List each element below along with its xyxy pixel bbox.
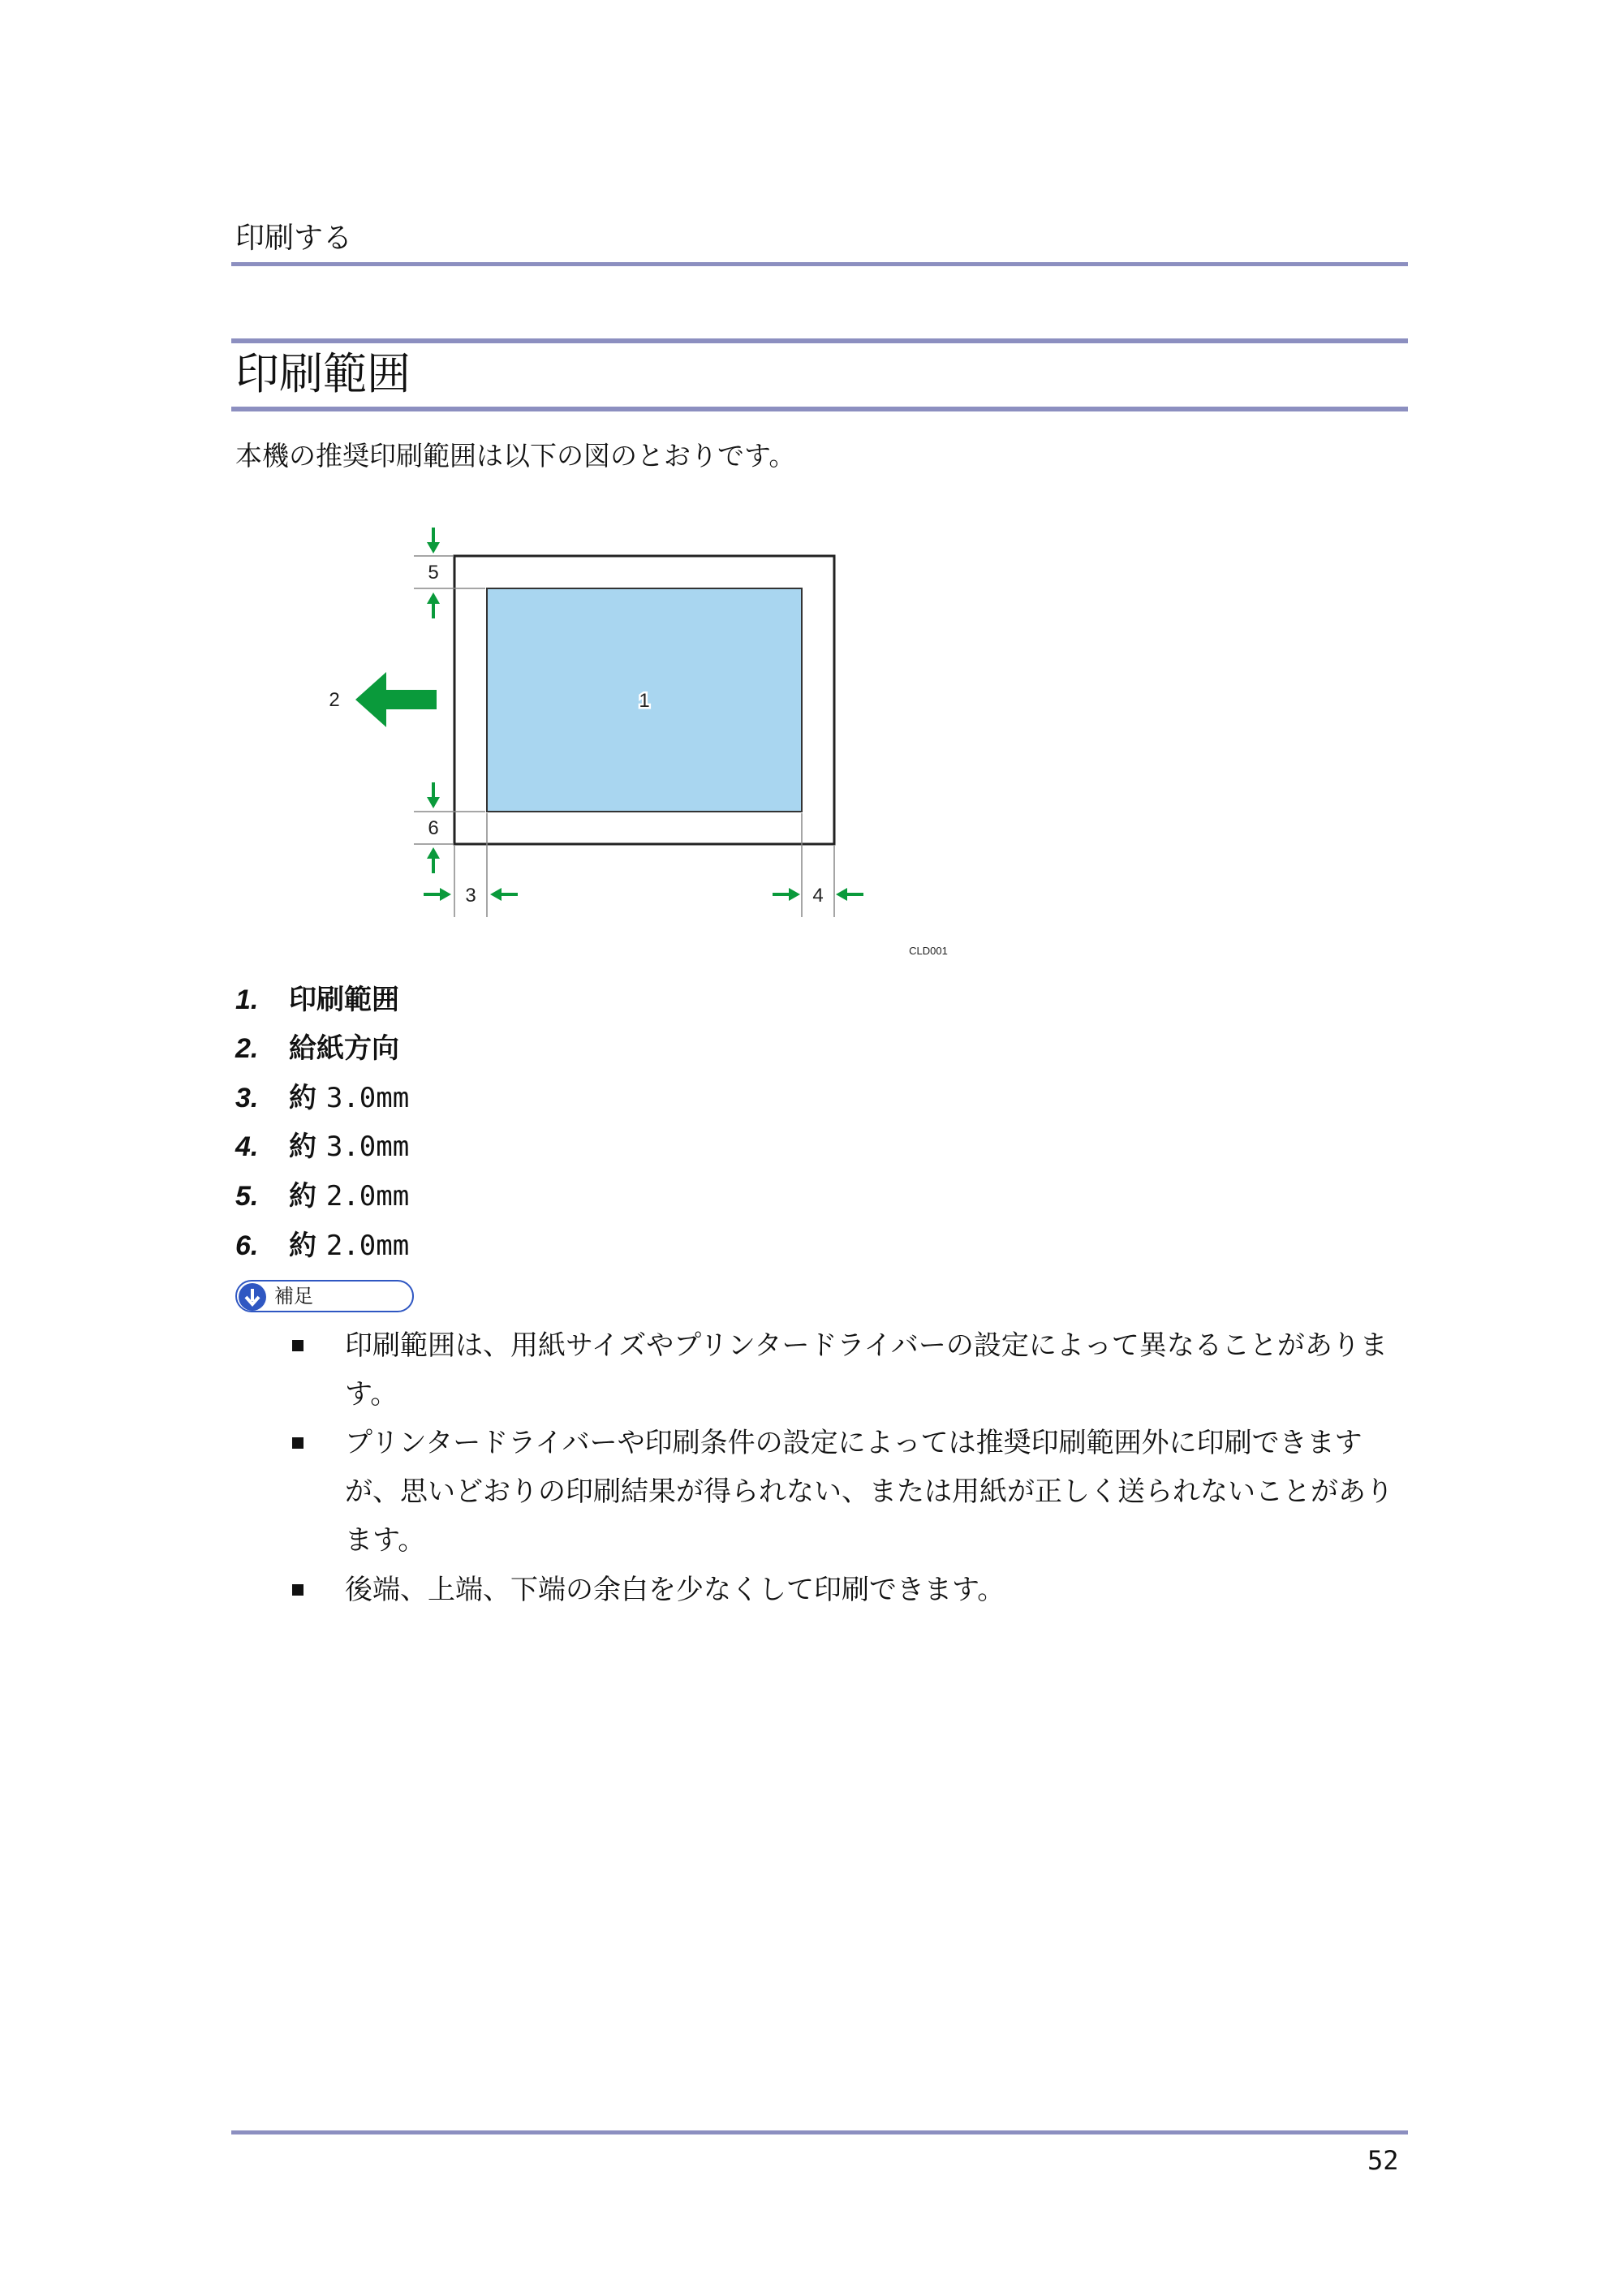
figure-code: CLD001 <box>909 945 948 957</box>
section-title: 印刷範囲 <box>235 348 411 399</box>
legend-item-4 <box>235 1129 409 1165</box>
legend-value: 2.0mm <box>325 1230 410 1262</box>
legend-item-2 <box>235 1031 399 1066</box>
note-label: 補足 <box>274 1285 313 1307</box>
callout-4: 4 <box>812 885 824 907</box>
callout-3: 3 <box>465 885 476 907</box>
section-title-top-rule <box>231 338 1408 343</box>
section-title-bottom-rule <box>231 407 1408 411</box>
callout-2: 2 <box>329 689 340 711</box>
legend-value: 3.0mm <box>325 1082 410 1114</box>
legend-label-prefix: 約 <box>289 1180 316 1213</box>
callout-1: 1 <box>639 690 650 712</box>
note-badge <box>235 1280 414 1312</box>
bullet-icon <box>292 1437 304 1449</box>
arrow-left-icon <box>490 888 518 901</box>
legend-number: 4. <box>235 1131 259 1162</box>
legend-label: 給紙方向 <box>289 1032 399 1065</box>
legend-item-6 <box>235 1228 409 1264</box>
running-header: 印刷する <box>235 222 353 255</box>
arrow-down-circle-icon <box>239 1283 266 1311</box>
legend-number: 6. <box>235 1230 259 1261</box>
callout-5: 5 <box>428 562 439 584</box>
legend-item-5 <box>235 1178 409 1214</box>
print-area-figure <box>325 511 974 966</box>
arrow-down-icon <box>427 782 440 808</box>
legend-item-3 <box>235 1080 409 1116</box>
footer-rule <box>231 2130 1408 2134</box>
arrow-left-icon <box>836 888 863 901</box>
legend-item-1 <box>235 982 399 1018</box>
legend-number: 5. <box>235 1181 259 1212</box>
page-number: 52 <box>1367 2145 1399 2176</box>
arrow-up-icon <box>427 592 440 618</box>
legend-label-prefix: 約 <box>289 1131 316 1163</box>
legend-number: 2. <box>235 1033 259 1064</box>
legend-label-prefix: 約 <box>289 1082 316 1114</box>
arrow-right-icon <box>773 888 800 901</box>
arrow-up-icon <box>427 847 440 873</box>
legend-label: 印刷範囲 <box>289 984 399 1016</box>
note-item-2: プリンタードライバーや印刷条件の設定によっては推奨印刷範囲外に印刷できますが、思いどおりの印刷結果が得られない、または用紙が正しく送られないことがあります。 <box>345 1427 1393 1557</box>
legend-value: 2.0mm <box>325 1180 410 1213</box>
legend-value: 3.0mm <box>325 1131 410 1163</box>
bullet-icon <box>292 1584 304 1596</box>
callout-6: 6 <box>428 817 439 839</box>
legend-number: 3. <box>235 1083 259 1114</box>
arrow-right-icon <box>424 888 451 901</box>
arrow-down-icon <box>427 528 440 554</box>
note-item-3: 後端、上端、下端の余白を少なくして印刷できます。 <box>345 1574 1005 1606</box>
legend-label-prefix: 約 <box>289 1230 316 1262</box>
feed-direction-arrow-icon <box>355 672 437 727</box>
intro-paragraph: 本機の推奨印刷範囲は以下の図のとおりです。 <box>235 440 796 472</box>
legend-number: 1. <box>235 984 259 1015</box>
bullet-icon <box>292 1340 304 1351</box>
header-rule <box>231 262 1408 266</box>
note-item-1: 印刷範囲は、用紙サイズやプリンタードライバーの設定によって異なることがあります。 <box>345 1329 1388 1411</box>
